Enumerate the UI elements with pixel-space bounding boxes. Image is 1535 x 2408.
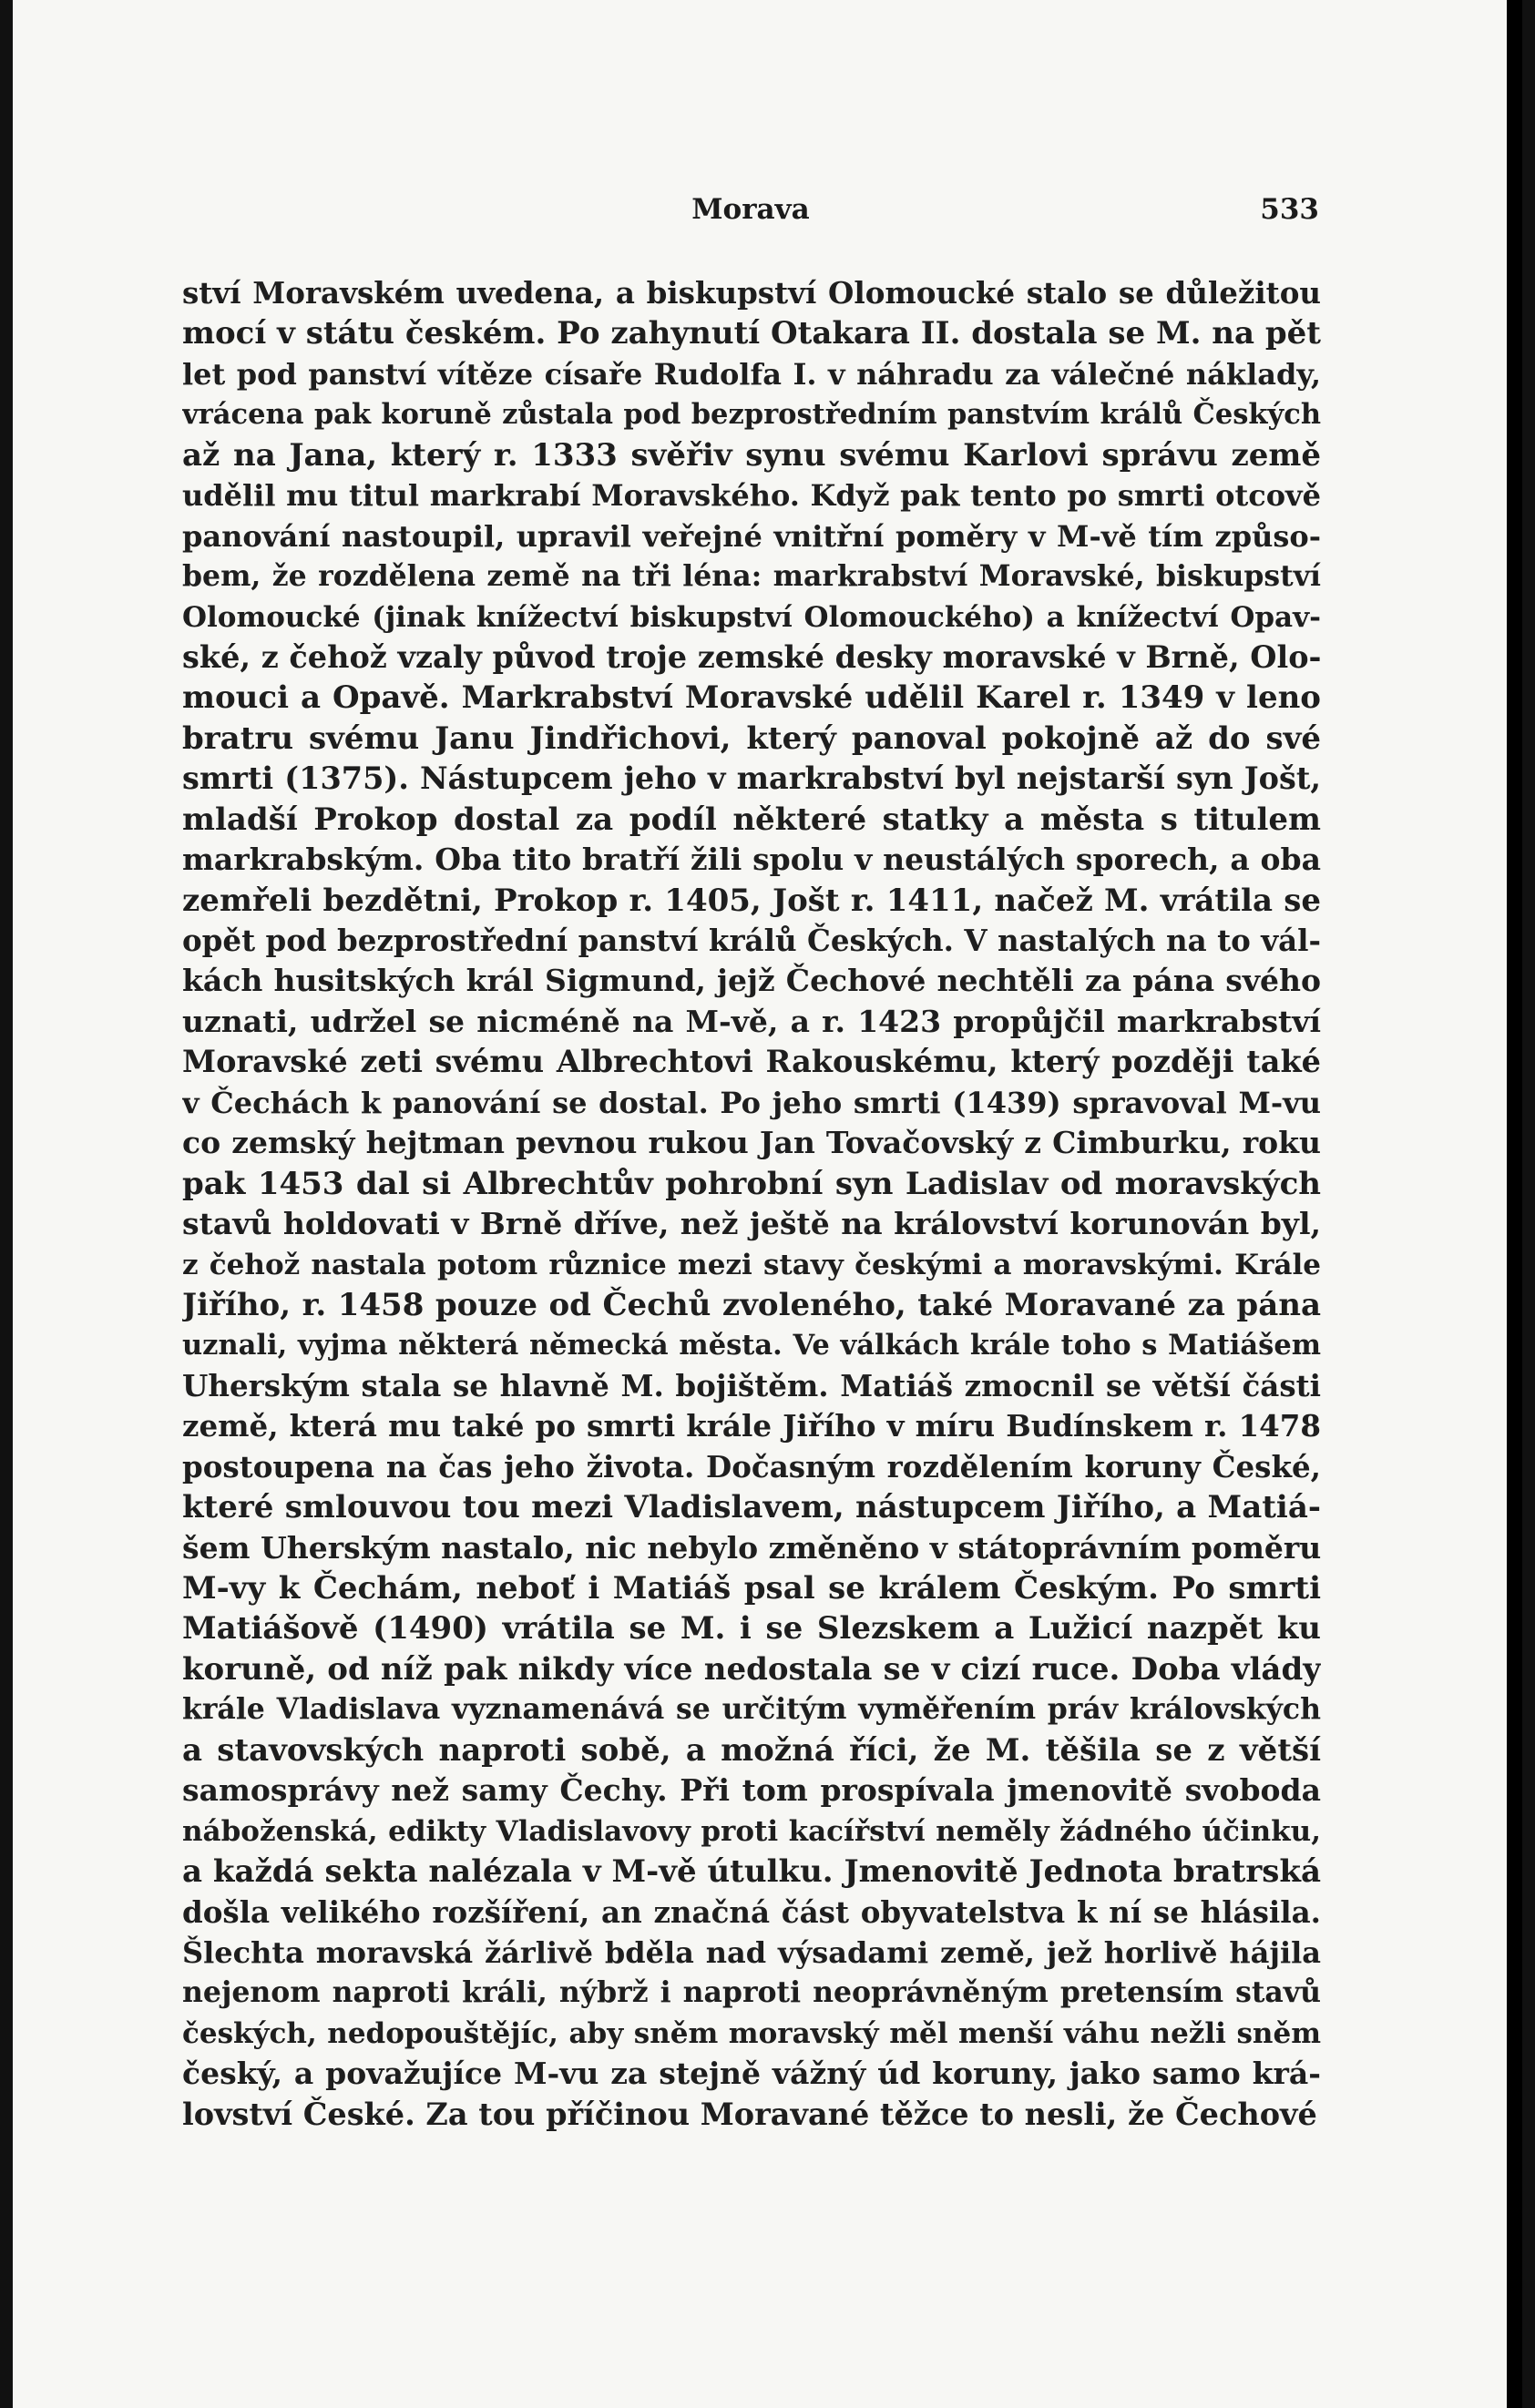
text-line: lovství České. Za tou příčinou Moravané těžce to nesli, že Čechové (182, 2096, 1317, 2132)
text-line: Moravské zeti svému Albrechtovi Rakouskému, který později také (182, 1044, 1321, 1080)
text-line: bem, že rozdělena země na tři léna: markrabství Moravské, biskupství (182, 559, 1321, 594)
text-line: které smlouvou tou mezi Vladislavem, nástupcem Jiřího, a Matiá- (182, 1489, 1321, 1526)
text-line: smrti (1375). Nástupcem jeho v markrabství byl nejstarší syn Jošt, (182, 760, 1321, 797)
text-line: až na Jana, který r. 1333 svěřiv synu svému Karlovi správu země (182, 436, 1321, 474)
text-line: zemřeli bezdětni, Prokop r. 1405, Jošt r. 1411, načež M. vrátila se (182, 882, 1321, 919)
text-line: český, a považujíce M-vu za stejně vážný úd koruny, jako samo krá- (182, 2056, 1321, 2092)
text-line: nejenom naproti králi, nýbrž i naproti neoprávněným pretensím stavů (182, 1975, 1321, 2010)
text-line: udělil mu titul markrabí Moravského. Když pak tento po smrti otcově (182, 478, 1321, 514)
text-line: Jiřího, r. 1458 pouze od Čechů zvoleného, také Moravané za pána (182, 1286, 1321, 1323)
text-line: stavů holdovati v Brně dříve, než ještě na království korunován byl, (182, 1206, 1321, 1242)
text-line: v Čechách k panování se dostal. Po jeho smrti (1439) spravoval M-vu (182, 1085, 1321, 1120)
book-page (13, 0, 1507, 2408)
text-line: Šlechta moravská žárlivě bděla nad výsadami země, jež horlivě hájila (182, 1934, 1321, 1970)
text-line: postoupena na čas jeho života. Dočasným rozdělením koruny České, (182, 1448, 1321, 1485)
text-line: z čehož nastala potom různice mezi stavy českými a moravskými. Krále (182, 1248, 1321, 1281)
text-line: uznati, udržel se nicméně na M-vě, a r. 1423 propůjčil markrabství (182, 1003, 1321, 1039)
text-line: pak 1453 dal si Albrechtův pohrobní syn Ladislav od moravských (182, 1165, 1321, 1202)
text-line: a stavovských naproti sobě, a možná říci, že M. těšila se z větší (182, 1731, 1321, 1769)
page-number: 533 (1260, 193, 1319, 226)
body-text (182, 273, 1321, 2135)
text-line: náboženská, edikty Vladislavovy proti kacířství neměly žádného účinku, (182, 1814, 1321, 1848)
text-line: a každá sekta nalézala v M-vě útulku. Jmenovitě Jednota bratrská (182, 1853, 1321, 1891)
text-line: krále Vladislava vyznamenává se určitým vyměřením práv královských (182, 1692, 1321, 1727)
scan-border-right (1522, 0, 1535, 2408)
text-line: ství Moravském uvedena, a biskupství Olomoucké stalo se důležitou (182, 275, 1321, 311)
text-line: koruně, od níž pak nikdy více nedostala se v cizí ruce. Doba vlády (182, 1650, 1321, 1688)
text-line: samosprávy než samy Čechy. Při tom prospívala jmenovitě svoboda (182, 1772, 1321, 1809)
text-line: mladší Prokop dostal za podíl některé statky a města s titulem (182, 801, 1321, 838)
text-line: ské, z čehož vzaly původ troje zemské desky moravské v Brně, Olo- (182, 638, 1321, 675)
text-line: Uherským stala se hlavně M. bojištěm. Matiáš zmocnil se větší části (182, 1367, 1321, 1403)
text-line: bratru svému Janu Jindřichovi, který panoval pokojně až do své (182, 719, 1321, 757)
text-line: uznali, vyjma některá německá města. Ve válkách krále toho s Matiášem (182, 1329, 1321, 1362)
page-header (182, 193, 1319, 239)
running-head: Morava (691, 193, 810, 226)
scan-border-left (0, 0, 13, 2408)
text-line: mocí v státu českém. Po zahynutí Otakara II. dostala se M. na pět (182, 315, 1321, 352)
text-line: M-vy k Čechám, neboť i Matiáš psal se králem Českým. Po smrti (182, 1570, 1321, 1607)
text-line: kách husitských král Sigmund, jejž Čechové nechtěli za pána svého (182, 963, 1321, 999)
text-line: českých, nedopouštějíc, aby sněm moravský měl menší váhu nežli sněm (182, 2016, 1321, 2050)
text-line: co zemský hejtman pevnou rukou Jan Tovačovský z Cimburku, roku (182, 1125, 1321, 1161)
text-line: let pod panství vítěze císaře Rudolfa I. v náhradu za válečné náklady, (182, 356, 1321, 392)
text-line: opět pod bezprostřední panství králů Českých. V nastalých na to vál- (182, 923, 1321, 958)
text-line: panování nastoupil, upravil veřejné vnitřní poměry v M-vě tím způso- (182, 518, 1321, 554)
text-line: Matiášově (1490) vrátila se M. i se Slezskem a Lužicí nazpět ku (182, 1610, 1321, 1648)
text-line: mouci a Opavě. Markrabství Moravské udělil Karel r. 1349 v leno (182, 679, 1321, 717)
text-line: země, která mu také po smrti krále Jiřího v míru Budínskem r. 1478 (182, 1408, 1321, 1444)
text-line: došla velikého rozšíření, an značná část obyvatelstva k ní se hlásila. (182, 1893, 1321, 1930)
text-line: Olomoucké (jinak knížectví biskupství Olomouckého) a knížectví Opav- (182, 600, 1321, 634)
text-line: šem Uherským nastalo, nic nebylo změněno v státoprávním poměru (182, 1529, 1321, 1566)
text-line: vrácena pak koruně zůstala pod bezprostředním panstvím králů Českých (182, 398, 1321, 432)
text-line: markrabským. Oba tito bratří žili spolu v neustálých sporech, a oba (182, 842, 1321, 878)
